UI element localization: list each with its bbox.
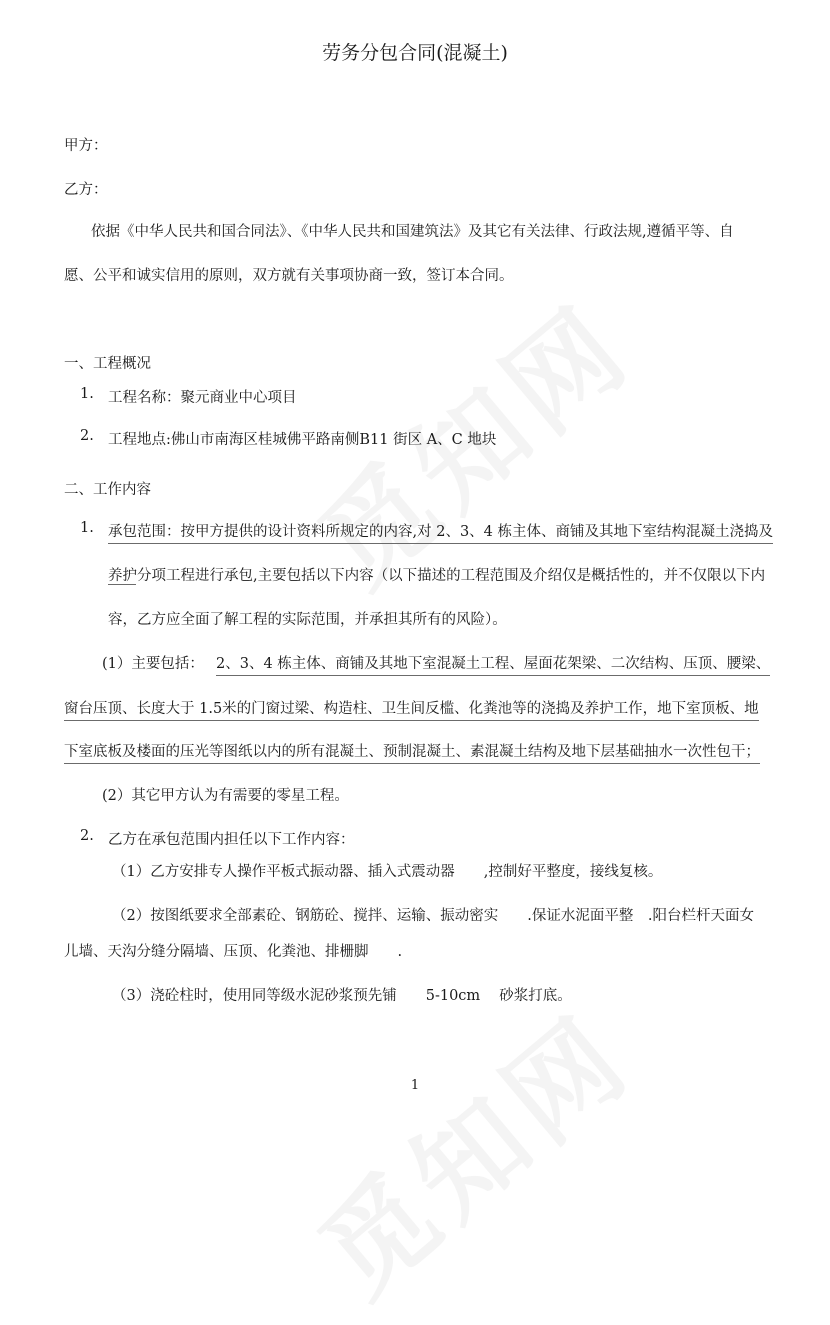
- scope-line-3: 容，乙方应全面了解工程的实际范围，并承担其所有的风险）。: [108, 612, 507, 628]
- scope-line-2-underline: [108, 584, 136, 585]
- scope-sub-1-line-1: 2、3、4 栋主体、商铺及其地下室混凝土工程、屋面花架梁、二次结构、压顶、腰梁、: [216, 652, 770, 676]
- scope-sub-1-label: (1）主要包括：: [102, 656, 204, 672]
- scope-sub-2: (2）其它甲方认为有需要的零星工程。: [102, 788, 349, 804]
- section-1-item-2-number: 2.: [80, 428, 94, 444]
- section-2-item-1-number: 1.: [80, 520, 94, 536]
- party-a-label: 甲方：: [64, 138, 108, 154]
- work-item-2-line-1: （2）按图纸要求全部素砼、钢筋砼、搅拌、运输、振动密实 .保证水泥面平整 .阳台栏杆天面女: [112, 908, 754, 924]
- section-2-item-2-number: 2.: [80, 828, 94, 844]
- scope-sub-1-line-3: 下室底板及楼面的压光等图纸以内的所有混凝土、预制混凝土、素混凝土结构及地下层基础抽水一次性包干；: [64, 740, 760, 764]
- section-2-heading: 二、工作内容: [64, 482, 151, 498]
- work-item-2-line-2: 儿墙、天沟分缝分隔墙、压顶、化粪池、排栅脚 .: [64, 944, 403, 960]
- section-2-item-2-text: 乙方在承包范围内担任以下工作内容：: [108, 832, 355, 848]
- page-number: 1: [410, 1078, 420, 1093]
- section-1-heading: 一、工程概况: [64, 356, 151, 372]
- intro-line-2: 愿、公平和诚实信用的原则，双方就有关事项协商一致，签订本合同。: [64, 268, 514, 284]
- section-1-item-2-text: 工程地点:佛山市南海区桂城佛平路南侧B11 街区 A、C 地块: [108, 432, 497, 448]
- scope-sub-1-line-2: 窗台压顶、长度大于 1.5米的门窗过梁、构造柱、卫生间反槛、化粪池等的浇捣及养护工作，地下室顶板、地: [64, 697, 759, 721]
- scope-line-2: 养护分项工程进行承包,主要包括以下内容（以下描述的工程范围及介绍仅是概括性的，并不仅限以下内: [108, 568, 766, 584]
- scope-line-1: 承包范围：按甲方提供的设计资料所规定的内容,对 2、3、4 栋主体、商铺及其地下室结构混凝土浇捣及: [108, 520, 773, 544]
- intro-line-1: 依据《中华人民共和国合同法》、《中华人民共和国建筑法》及其它有关法律、行政法规,遵循平等、自: [91, 224, 734, 240]
- work-item-1: （1）乙方安排专人操作平板式振动器、插入式震动器 ,控制好平整度，接线复核。: [112, 864, 663, 880]
- section-1-item-1-number: 1.: [80, 386, 94, 402]
- party-b-label: 乙方：: [64, 182, 108, 198]
- watermark: [281, 973, 658, 1325]
- work-item-3: （3）浇砼柱时，使用同等级水泥砂浆预先铺 5-10cm 砂浆打底。: [112, 988, 572, 1004]
- section-1-item-1-text: 工程名称：聚元商业中心项目: [108, 390, 297, 406]
- document-title: 劳务分包合同(混凝土): [322, 42, 508, 64]
